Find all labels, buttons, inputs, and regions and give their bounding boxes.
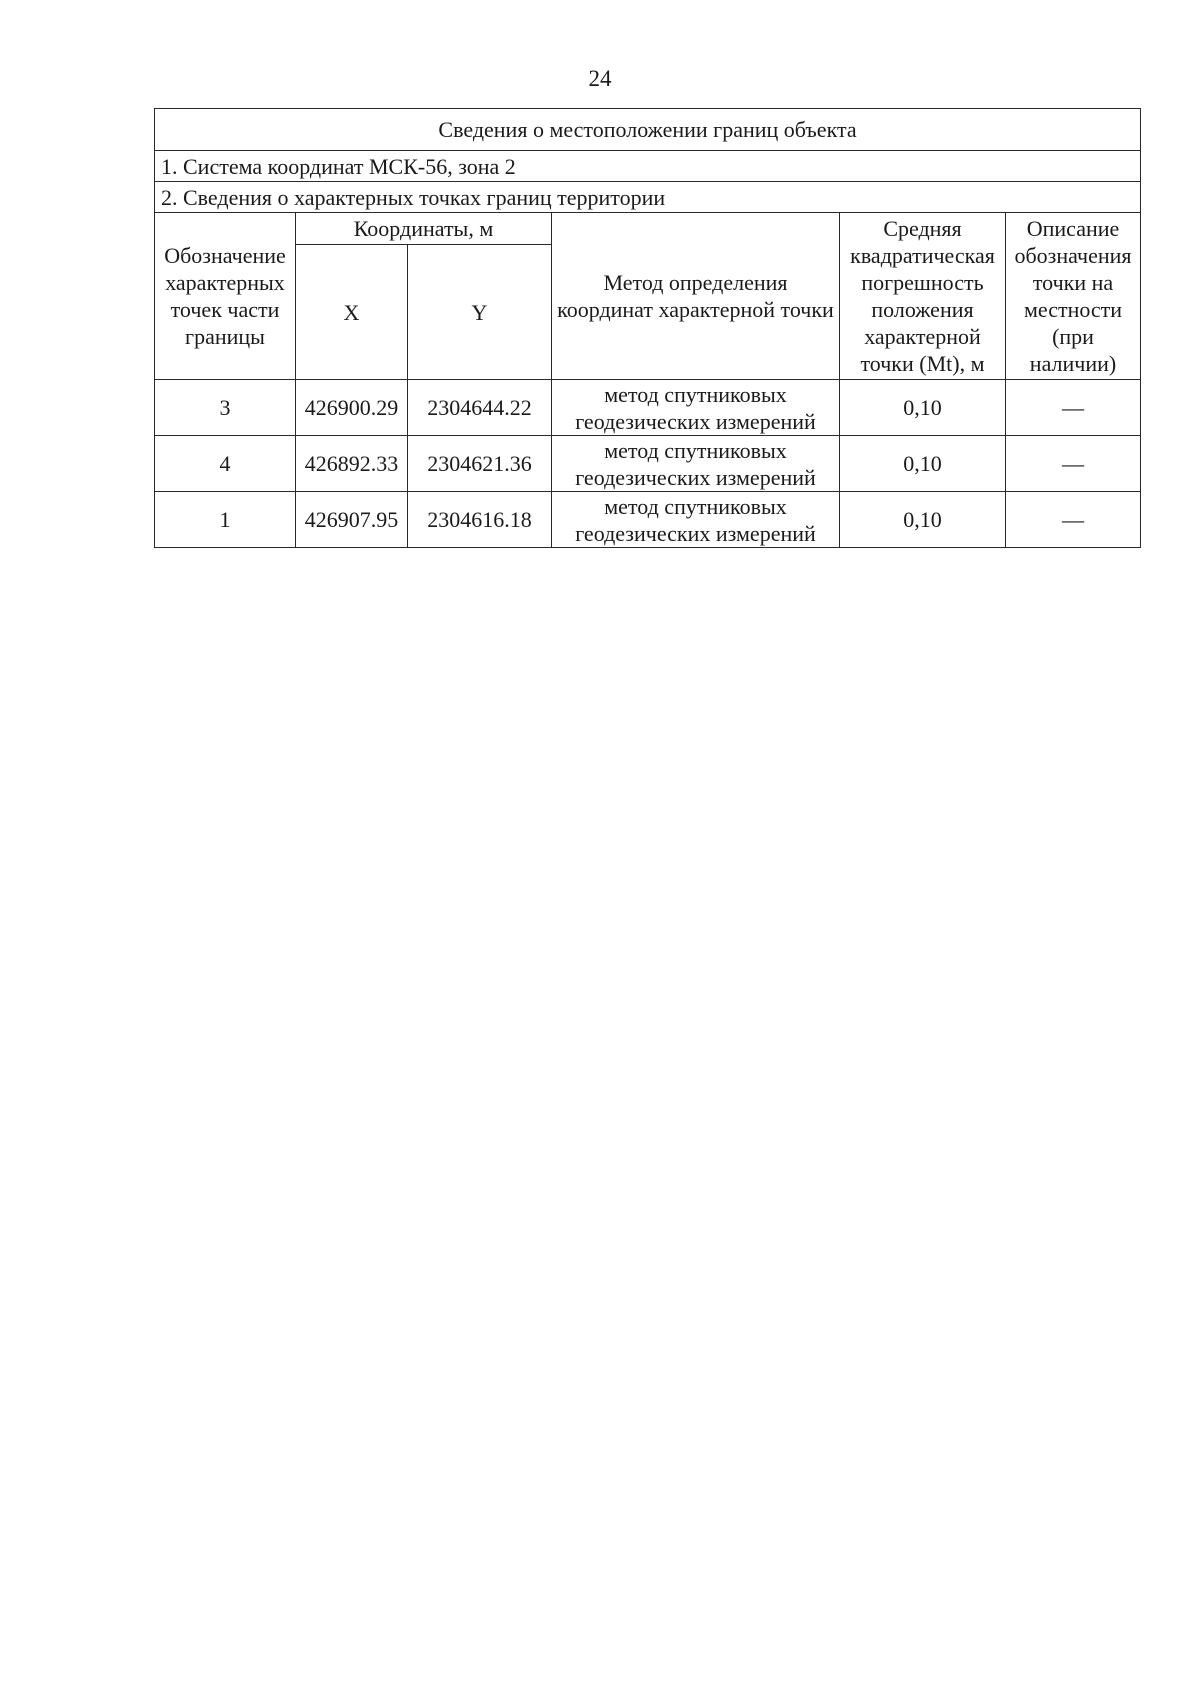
table-row [155,436,1141,492]
cell-y: 2304644.22 [408,380,552,436]
points-section-row [155,182,1141,213]
table-row [155,492,1141,548]
cell-description: — [1006,436,1141,492]
boundary-coordinates-table [154,108,1141,548]
points-section: 2. Сведения о характерных точках границ территории [155,182,1141,213]
header-method: Метод определения координат характерной точки [552,213,840,380]
table-row [155,380,1141,436]
header-row-1 [155,213,1141,245]
header-y: Y [408,245,552,380]
table-title: Сведения о местоположении границ объекта [155,109,1141,151]
header-x: X [296,245,408,380]
cell-y: 2304621.36 [408,436,552,492]
cell-method: метод спутниковых геодезических измерений [552,492,840,548]
header-description: Описание обозначения точки на местности (при наличии) [1006,213,1141,380]
cell-method: метод спутниковых геодезических измерений [552,380,840,436]
cell-point: 1 [155,492,296,548]
cell-method: метод спутниковых геодезических измерений [552,436,840,492]
coordinate-system-row [155,151,1141,182]
cell-error: 0,10 [840,492,1006,548]
header-error: Средняя квадратическая погрешность положения характерной точки (Mt), м [840,213,1006,380]
cell-x: 426907.95 [296,492,408,548]
header-coordinates: Координаты, м [296,213,552,245]
cell-description: — [1006,492,1141,548]
cell-error: 0,10 [840,380,1006,436]
table-title-row [155,109,1141,151]
cell-y: 2304616.18 [408,492,552,548]
coordinate-system: 1. Система координат МСК-56, зона 2 [155,151,1141,182]
cell-x: 426892.33 [296,436,408,492]
cell-point: 3 [155,380,296,436]
cell-error: 0,10 [840,436,1006,492]
cell-point: 4 [155,436,296,492]
page-number: 24 [588,66,612,91]
cell-description: — [1006,380,1141,436]
cell-x: 426900.29 [296,380,408,436]
header-designation: Обозначение характерных точек части границы [155,213,296,380]
